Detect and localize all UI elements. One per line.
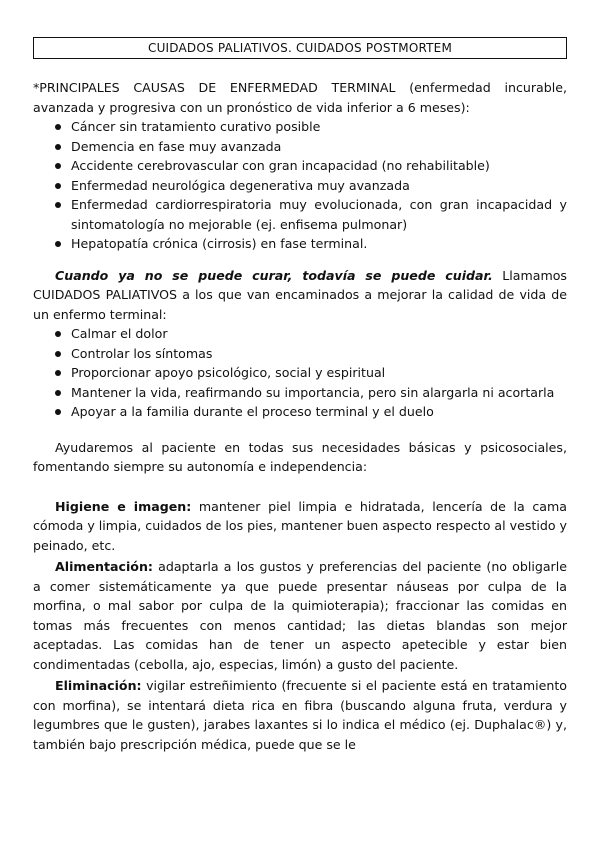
list-item: Apoyar a la familia durante el proceso terminal y el duelo (33, 402, 567, 422)
bullet-icon (55, 144, 61, 150)
palliative-rest: Llamamos CUIDADOS PALIATIVOS a los que van encaminados a mejorar la calidad de vida de un enfermo terminal: (33, 267, 567, 322)
need-label: Alimentación: (55, 559, 153, 574)
bullet-icon (55, 163, 61, 169)
list-item: Enfermedad cardiorrespiratoria muy evolucionada, con gran incapacidad y sintomatología no mejorable (ej. enfisema pulmonar) (33, 195, 567, 234)
list-item: Cáncer sin tratamiento curativo posible (33, 117, 567, 137)
causes-list (33, 117, 567, 254)
bullet-icon (55, 409, 61, 415)
page-title: CUIDADOS PALIATIVOS. CUIDADOS POSTMORTEM (33, 37, 567, 59)
list-item: Accidente cerebrovascular con gran incapacidad (no rehabilitable) (33, 156, 567, 176)
causes-heading: *PRINCIPALES CAUSAS DE ENFERMEDAD TERMINAL (33, 80, 396, 95)
list-item: Calmar el dolor (33, 324, 567, 344)
bullet-icon (55, 390, 61, 396)
list-item: Hepatopatía crónica (cirrosis) en fase terminal. (33, 234, 567, 254)
need-elimination (33, 676, 567, 754)
need-hygiene (33, 497, 567, 556)
need-feeding (33, 557, 567, 674)
list-item: Mantener la vida, reafirmando su importancia, pero sin alargarla ni acortarla (33, 383, 567, 403)
causes-heading-rest: (enfermedad incurable, avanzada y progresiva con un pronóstico de vida inferior a 6 meses): (33, 80, 567, 115)
need-text: vigilar estreñimiento (frecuente si el paciente está en tratamiento con morfina), se intentará dieta rica en fibra (buscando alguna fruta, verdura y legumbres que le gusten), jarabes laxantes si lo indica el médico (ej. Duphalac®) y, también bajo prescripción médica, puede que se le (33, 678, 567, 752)
bullet-icon (55, 124, 61, 130)
bullet-icon (55, 202, 61, 208)
list-item: Enfermedad neurológica degenerativa muy avanzada (33, 176, 567, 196)
bullet-icon (55, 183, 61, 189)
bullet-icon (55, 241, 61, 247)
list-item: Controlar los síntomas (33, 344, 567, 364)
palliative-intro (33, 266, 567, 325)
list-item: Demencia en fase muy avanzada (33, 137, 567, 157)
need-label: Higiene e imagen: (55, 498, 192, 514)
bullet-icon (55, 351, 61, 357)
need-text: mantener piel limpia e hidratada, lencería de la cama cómoda y limpia, cuidados de los pies, mantener buen aspecto respecto al vestido y peinado, etc. (33, 498, 567, 553)
palliative-lead: Cuando ya no se puede curar, todavía se puede cuidar. (55, 267, 493, 283)
need-text: adaptarla a los gustos y preferencias del paciente (no obligarle a comer sistemáticamente ya que puede presentar náuseas por culpa de la morfina, o mal sabor por culpa de la quimioterapia); fraccionar las comidas en tomas más frecuentes con menos cantidad; las dietas blandas son mejor aceptadas. Las comidas han de tener un aspecto apetecible y estar bien condimentadas (cebolla, ajo, especias, limón) a gusto del paciente. (33, 559, 567, 672)
causes-intro (33, 78, 567, 117)
need-label: Eliminación: (55, 678, 142, 693)
document-page (33, 37, 567, 754)
help-paragraph: Ayudaremos al paciente en todas sus necesidades básicas y psicosociales, fomentando siempre su autonomía e independencia: (33, 439, 567, 474)
bullet-icon (55, 331, 61, 337)
palliative-list (33, 324, 567, 422)
list-item: Proporcionar apoyo psicológico, social y espiritual (33, 363, 567, 383)
bullet-icon (55, 370, 61, 376)
